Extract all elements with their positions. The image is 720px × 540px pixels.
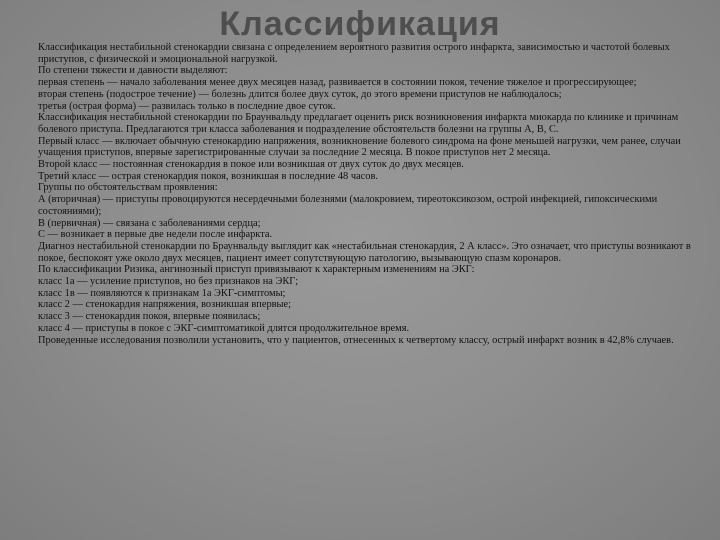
paragraph: первая степень — начало заболевания менее двух месяцев назад, развивается в состоянии покоя, течение тяжелое и прогрессирующее;: [38, 77, 637, 89]
paragraph: класс 1в — появляются к признакам 1а ЭКГ-симптомы;: [38, 287, 286, 299]
paragraph: класс 4 — приступы в покое с ЭКГ-симптоматикой длятся продолжительное время.: [38, 322, 410, 334]
slide-title: Классификация: [219, 5, 501, 43]
paragraph: Группы по обстоятельствам проявления:: [38, 182, 218, 194]
paragraph: Классификация нестабильной стенокардии по Браунвальду предлагает оценить риск возникновения инфаркта миокарда по клинике и причинам болевого приступа. Предлагаются три класса заболевания и подразделение обстоятельств болезни на группы А, В, С.: [38, 112, 679, 135]
paragraph: С — возникает в первые две недели после инфаркта.: [38, 229, 273, 241]
paragraph: Классификация нестабильной стенокардии связана с определением вероятного развития острого инфаркта, зависимостью и частотой болевых приступов, с физической и эмоциональной нагрузкой.: [38, 42, 670, 65]
paragraph: класс 1а — усиление приступов, но без признаков на ЭКГ;: [38, 276, 299, 288]
paragraph: В (первичная) — связана с заболеваниями сердца;: [38, 217, 261, 229]
paragraph: Диагноз нестабильной стенокардии по Браунвальду выглядит как «нестабильная стенокардия, 2 А класс». Это означает, что приступы возникают в покое, беспокоят уже около двух месяцев, пациент имеет сопутствующую патологию, вызывающую спазм коронаров.: [38, 240, 691, 264]
paragraph: Второй класс — постоянная стенокардия в покое или возникшая от двух суток до двух месяцев.: [38, 159, 464, 171]
paragraph: Третий класс — острая стенокардия покоя, возникшая в последние 48 часов.: [38, 170, 378, 182]
paragraph: вторая степень (подострое течение) — болезнь длится более двух суток, до этого времени приступов не наблюдалось;: [38, 88, 562, 100]
paragraph: А (вторичная) — приступы провоцируются несердечными болезнями (малокровием, тиреотоксикозом, острой инфекцией, гипоксическими состояниями);: [38, 194, 658, 217]
slide-body-text: [38, 42, 702, 346]
paragraph: Проведенные исследования позволили установить, что у пациентов, отнесенных к четвертому классу, острый инфаркт возник в 42,8% случаев.: [38, 334, 674, 346]
paragraph: класс 3 — стенокардия покоя, впервые появилась;: [38, 311, 261, 323]
paragraph: третья (острая форма) — развилась только в последние двое суток.: [38, 100, 336, 112]
paragraph: класс 2 — стенокардия напряжения, возникшая впервые;: [38, 299, 292, 311]
paragraph: По степени тяжести и давности выделяют:: [38, 65, 228, 77]
paragraph: По классификации Ризика, ангинозный приступ привязывают к характерным изменениям на ЭКГ:: [38, 264, 475, 276]
paragraph: Первый класс — включает обычную стенокардию напряжения, возникновение болевого синдрома на фоне меньшей нагрузки, чем ранее, случаи учащения приступов, впервые зарегистрированные случаи за последние 2 месяца. В покое приступов нет 2 месяца.: [38, 135, 681, 159]
